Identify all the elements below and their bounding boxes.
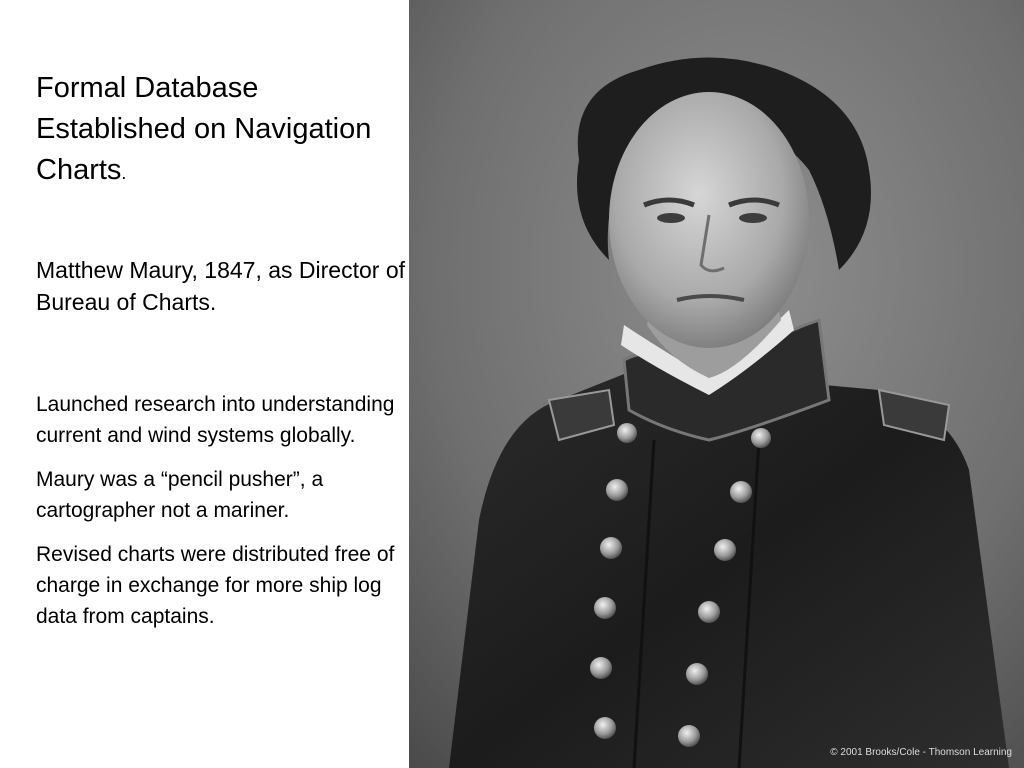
bullet-item: Maury was a “pencil pusher”, a cartographer not a mariner. (36, 468, 324, 522)
slide-title (36, 68, 408, 194)
portrait-image (409, 0, 1024, 768)
slide-subtitle: Matthew Maury, 1847, as Director of Bureau of Charts. (36, 257, 405, 315)
bullet-item: Revised charts were distributed free of charge in exchange for more ship log data from captains. (36, 543, 395, 628)
portrait-photo (409, 0, 1024, 768)
bullet-list (36, 389, 408, 645)
slide-title-period: . (121, 163, 127, 183)
slide-title-text: Formal Database Established on Navigation Charts (36, 72, 372, 186)
bullet-item: Launched research into understanding current and wind systems globally. (36, 393, 395, 447)
photo-credit: © 2001 Brooks/Cole - Thomson Learning (830, 747, 1012, 758)
